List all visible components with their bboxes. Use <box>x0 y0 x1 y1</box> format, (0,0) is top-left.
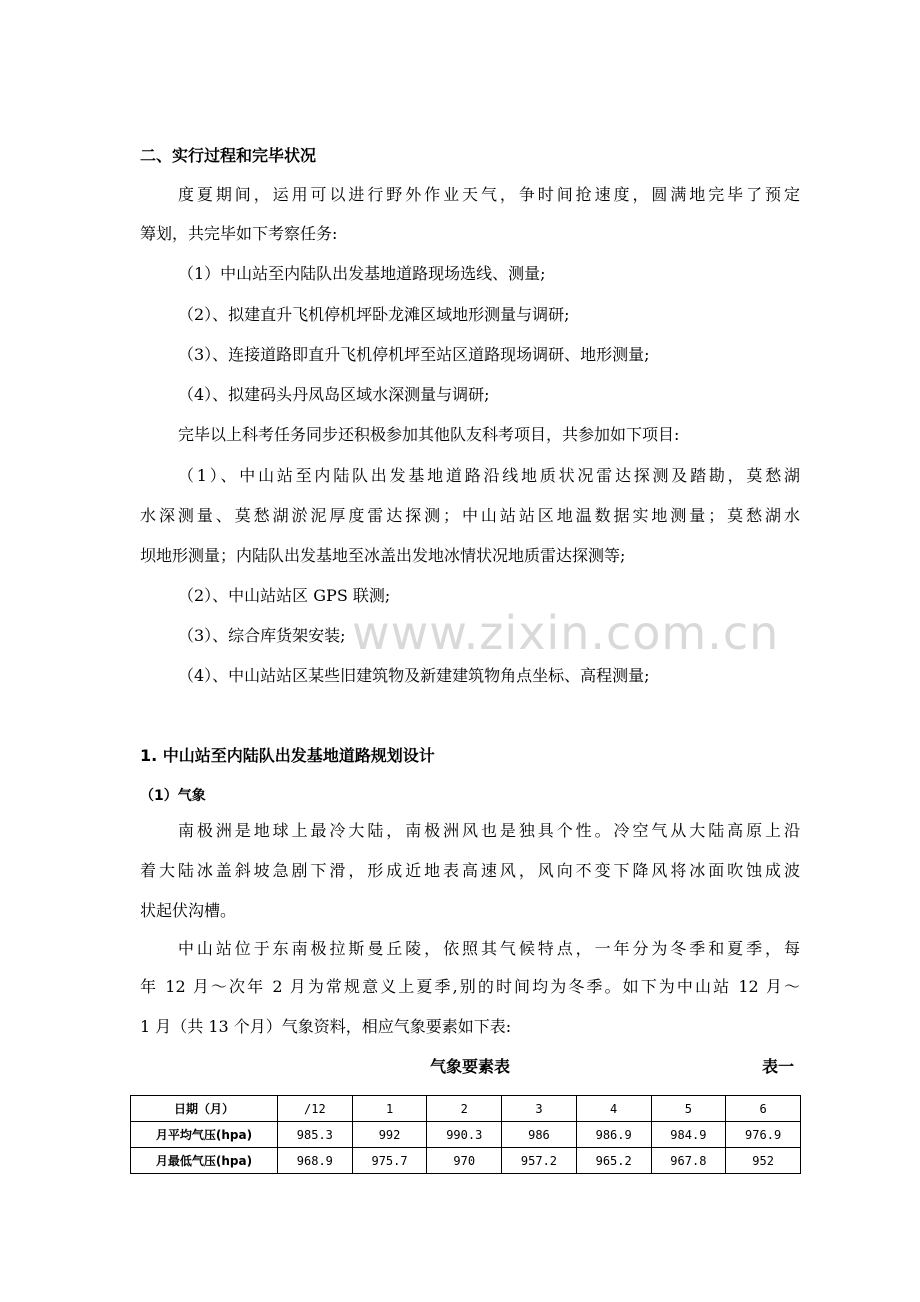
table-cell: 967.8 <box>651 1148 726 1174</box>
table-cell: 4 <box>576 1096 651 1122</box>
table-cell: 975.7 <box>352 1148 427 1174</box>
paragraph-line: 完毕以上科考任务同步还积极参加其他队友科考项目，共参加如下项目: <box>178 425 680 444</box>
table-cell: /12 <box>278 1096 353 1122</box>
paragraph-line: 状起伏沟槽。 <box>140 901 237 920</box>
paragraph-line: 南极洲是地球上最冷大陆，南极洲风也是独具个性。冷空气从大陆高原上沿 <box>178 821 800 840</box>
table-row <box>131 1148 801 1174</box>
table-cell: 986.9 <box>576 1122 651 1148</box>
table-cell: 5 <box>651 1096 726 1122</box>
task-item: （3）、连接道路即直升飞机停机坪至站区道路现场调研、地形测量; <box>178 345 650 364</box>
table-cell: 6 <box>726 1096 801 1122</box>
table-cell: 992 <box>352 1122 427 1148</box>
table-cell: 984.9 <box>651 1122 726 1148</box>
table-cell: 2 <box>427 1096 502 1122</box>
paragraph-line: 筹划，共完毕如下考察任务: <box>140 224 338 243</box>
paragraph-line: 坝地形测量；内陆队出发基地至冰盖出发地冰情状况地质雷达探测等; <box>140 546 626 565</box>
paragraph-line: 水深测量、莫愁湖淤泥厚度雷达探测；中山站站区地温数据实地测量；莫愁湖水 <box>140 506 800 525</box>
table-cell: 986 <box>502 1122 577 1148</box>
table-cell: 1 <box>352 1096 427 1122</box>
paragraph-line: （1）、中山站至内陆队出发基地道路沿线地质状况雷达探测及踏勘，莫愁湖 <box>178 466 800 485</box>
paragraph-line: 年 12 月～次年 2 月为常规意义上夏季,别的时间均为冬季。如下为中山站 12 月～ <box>140 977 800 996</box>
watermark: www.zixin.com.cn <box>352 606 780 660</box>
table-row <box>131 1122 801 1148</box>
table-cell: 952 <box>726 1148 801 1174</box>
paragraph-line: 着大陆冰盖斜坡急剧下滑，形成近地表高速风，风向不变下降风将冰面吹蚀成波 <box>140 861 800 880</box>
table-cell: 985.3 <box>278 1122 353 1148</box>
sub-heading: （1）气象 <box>140 788 206 804</box>
task-item: （4）、拟建码头丹凤岛区域水深测量与调研; <box>178 385 490 404</box>
extra-item: （2）、中山站站区 GPS 联测; <box>178 586 391 605</box>
weather-table <box>130 1095 801 1174</box>
paragraph-line: 中山站位于东南极拉斯曼丘陵，依照其气候特点，一年分为冬季和夏季，每 <box>178 939 800 958</box>
extra-item: （4）、中山站站区某些旧建筑物及新建建筑物角点坐标、高程测量; <box>178 666 650 685</box>
table-cell: 月平均气压(hpa) <box>131 1122 278 1148</box>
table-cell: 965.2 <box>576 1148 651 1174</box>
task-item: （2）、拟建直升飞机停机坪卧龙滩区域地形测量与调研; <box>178 305 570 324</box>
table-label: 表一 <box>761 1057 794 1076</box>
task-item: （1）中山站至内陆队出发基地道路现场选线、测量; <box>178 264 546 283</box>
section-heading: 1. 中山站至内陆队出发基地道路规划设计 <box>140 746 435 765</box>
table-row <box>131 1096 801 1122</box>
table-cell: 990.3 <box>427 1122 502 1148</box>
table-cell: 970 <box>427 1148 502 1174</box>
section-heading: 二、实行过程和完毕状况 <box>140 146 317 165</box>
table-cell: 日期（月） <box>131 1096 278 1122</box>
paragraph-line: 度夏期间，运用可以进行野外作业天气，争时间抢速度，圆满地完毕了预定 <box>178 185 800 204</box>
table-cell: 968.9 <box>278 1148 353 1174</box>
table-cell: 976.9 <box>726 1122 801 1148</box>
table-cell: 957.2 <box>502 1148 577 1174</box>
table-title: 气象要素表 <box>429 1057 510 1076</box>
table-cell: 月最低气压(hpa) <box>131 1148 278 1174</box>
table-cell: 3 <box>502 1096 577 1122</box>
extra-item: （3）、综合库货架安装; <box>178 626 346 645</box>
paragraph-line: 1 月（共 13 个月）气象资料，相应气象要素如下表: <box>140 1017 512 1036</box>
